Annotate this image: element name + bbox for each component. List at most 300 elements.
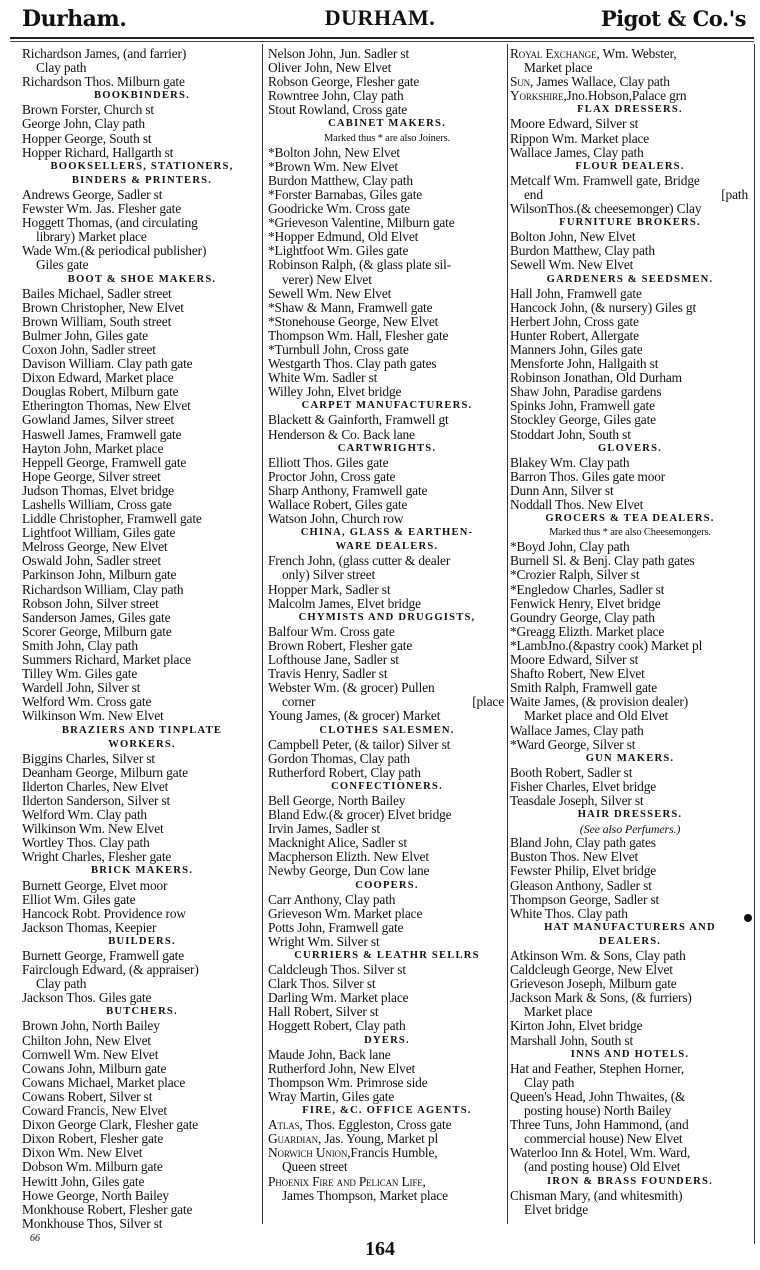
entry-text: Blakey Wm. Clay path — [510, 455, 630, 470]
directory-entry — [510, 568, 750, 582]
entry-text: Sewell Wm. New Elvet — [510, 258, 634, 273]
entry-text: *Hopper Edmund, Old Elvet — [268, 230, 419, 245]
entry-text: *Shaw & Mann, Framwell gate — [268, 300, 433, 315]
entry-text: FLOUR DEALERS. — [575, 160, 685, 172]
directory-entry — [22, 597, 262, 611]
section-heading — [510, 160, 750, 174]
entry-text: Market place — [524, 61, 593, 76]
entry-text: George John, Clay path — [22, 117, 145, 132]
directory-entry — [510, 413, 750, 427]
entry-text: Metcalf Wm. Framwell gate, Bridge — [510, 173, 700, 188]
directory-entry — [510, 315, 750, 329]
entry-text: Fairclough Edward, (& appraiser) — [22, 963, 199, 978]
directory-entry — [510, 244, 750, 258]
entry-text: Fewster Wm. Jas. Flesher gate — [22, 202, 182, 217]
directory-entry — [22, 1118, 262, 1132]
entry-text: Queen's Head, John Thwaites, (& — [510, 1089, 686, 1104]
entry-text: BINDERS & PRINTERS. — [71, 174, 213, 186]
header-rule-thin — [10, 41, 754, 42]
directory-entry — [510, 611, 750, 625]
directory-entry — [22, 1175, 262, 1189]
directory-entry — [268, 61, 506, 75]
section-heading — [22, 160, 262, 174]
entry-text: Summers Richard, Market place — [22, 653, 191, 668]
directory-entry — [510, 1146, 750, 1160]
entry-text: Deanham George, Milburn gate — [22, 765, 188, 780]
entry-text: Caldcleugh Thos. Silver st — [268, 963, 406, 978]
directory-entry — [22, 442, 262, 456]
directory-entry — [510, 836, 750, 850]
directory-entry — [268, 103, 506, 117]
entry-text: Hopper Mark, Sadler st — [268, 582, 391, 597]
directory-entry — [268, 653, 506, 667]
section-heading — [268, 117, 506, 131]
directory-entry — [268, 315, 506, 329]
section-heading — [510, 103, 750, 117]
directory-entry — [268, 554, 506, 568]
entry-text: James Thompson, Market place — [282, 1188, 448, 1203]
directory-entry — [268, 1146, 506, 1160]
entry-text: Dunn Ann, Silver st — [510, 483, 614, 498]
directory-entry — [510, 75, 750, 89]
entry-text: Wardell John, Silver st — [22, 681, 141, 696]
directory-entry — [22, 484, 262, 498]
entry-text: Giles gate — [36, 258, 89, 273]
entry-text: Sanderson James, Giles gate — [22, 610, 171, 625]
directory-entry — [268, 329, 506, 343]
directory-entry — [510, 117, 750, 131]
directory-entry — [268, 1005, 506, 1019]
entry-text: Liddle Christopher, Framwell gate — [22, 512, 202, 527]
entry-text: Gordon Thomas, Clay path — [268, 751, 410, 766]
column-divider — [507, 44, 508, 1224]
entry-text: Monkhouse Thos, Silver st — [22, 1216, 163, 1231]
directory-entry — [268, 428, 506, 442]
directory-entry — [510, 456, 750, 470]
entry-text: Melross George, New Elvet — [22, 540, 168, 555]
entry-text: INNS AND HOTELS. — [570, 1048, 690, 1060]
section-heading — [22, 273, 262, 287]
entry-text: Sharp Anthony, Framwell gate — [268, 483, 428, 498]
entry-text: Travis Henry, Sadler st — [268, 667, 388, 682]
entry-text: *Bolton John, New Elvet — [268, 145, 400, 160]
entry-company-name: Phoenix Fire and Pelican Life — [268, 1174, 423, 1189]
directory-entry — [510, 554, 750, 568]
entry-text: Dixon George Clark, Flesher gate — [22, 1118, 199, 1133]
directory-entry — [22, 385, 262, 399]
entry-text: Blackett & Gainforth, Framwell gt — [268, 413, 449, 428]
entry-text: Burnell Sl. & Benj. Clay path gates — [510, 554, 695, 569]
entry-text: GLOVERS. — [597, 442, 663, 454]
directory-entry — [22, 639, 262, 653]
section-heading — [510, 935, 750, 949]
directory-entry — [22, 75, 262, 89]
directory-entry — [22, 794, 262, 808]
entry-text: Dixon Edward, Market place — [22, 371, 174, 386]
section-heading — [268, 1104, 506, 1118]
entry-text: Caldcleugh George, New Elvet — [510, 963, 673, 978]
directory-entry — [22, 752, 262, 766]
entry-text: Elliott Thos. Giles gate — [268, 455, 389, 470]
entry-text: Hope George, Silver street — [22, 469, 161, 484]
section-heading — [510, 1175, 750, 1189]
section-heading — [268, 724, 506, 738]
directory-entry — [22, 766, 262, 780]
entry-text: Etherington Thomas, New Elvet — [22, 399, 191, 414]
directory-entry — [268, 498, 506, 512]
entry-text: Lofthouse Jane, Sadler st — [268, 653, 399, 668]
entry-text: *Forster Barnabas, Giles gate — [268, 187, 423, 202]
directory-entry — [268, 836, 506, 850]
entry-text: Jackson Thomas, Keepier — [22, 920, 157, 935]
section-heading — [268, 442, 506, 456]
directory-entry — [268, 639, 506, 653]
entry-text: Elvet bridge — [524, 1202, 589, 1217]
directory-entry — [510, 991, 750, 1005]
entry-continuation — [22, 61, 262, 75]
entry-text: Barron Thos. Giles gate moor — [510, 469, 666, 484]
directory-entry — [268, 850, 506, 864]
directory-entry — [22, 681, 262, 695]
directory-entry — [268, 907, 506, 921]
entry-continuation — [268, 568, 506, 582]
directory-entry — [268, 921, 506, 935]
directory-entry — [268, 484, 506, 498]
directory-entry — [510, 893, 750, 907]
directory-entry — [510, 1090, 750, 1104]
directory-entry — [22, 808, 262, 822]
section-heading — [22, 864, 262, 878]
directory-entry — [268, 935, 506, 949]
entry-text: DEALERS. — [598, 935, 662, 947]
entry-text: commercial house) New Elvet — [524, 1132, 683, 1147]
entry-continuation — [22, 230, 262, 244]
section-heading — [268, 611, 506, 625]
entry-text: Coxon John, Sadler street — [22, 342, 156, 357]
entry-text: Hewitt John, Giles gate — [22, 1174, 145, 1189]
directory-entry — [510, 724, 750, 738]
entry-text: FIRE, &C. OFFICE AGENTS. — [302, 1105, 472, 1117]
entry-text: WARE DEALERS. — [335, 541, 439, 553]
section-note — [510, 822, 750, 836]
entry-text: Darling Wm. Market place — [268, 991, 409, 1006]
section-heading — [268, 540, 506, 554]
entry-text: Burnett George, Framwell gate — [22, 949, 184, 963]
directory-entry — [510, 230, 750, 244]
entry-text: White Wm. Sadler st — [268, 371, 378, 386]
directory-entry — [510, 766, 750, 780]
entry-text: Atkinson Wm. & Sons, Clay path — [510, 949, 686, 963]
directory-entry — [22, 301, 262, 315]
entry-text: Newby George, Dun Cow lane — [268, 864, 430, 879]
entry-text: Irvin James, Sadler st — [268, 822, 380, 837]
entry-text: corner — [282, 695, 316, 710]
entry-text: Grieveson Wm. Market place — [268, 906, 423, 921]
entry-text: Douglas Robert, Milburn gate — [22, 385, 179, 400]
directory-entry — [22, 470, 262, 484]
entry-text: Jackson Thos. Giles gate — [22, 991, 152, 1006]
entry-text: *Lightfoot Wm. Giles gate — [268, 244, 409, 259]
entry-text: Teasdale Joseph, Silver st — [510, 793, 644, 808]
directory-entry — [268, 1048, 506, 1062]
directory-entry — [22, 117, 262, 131]
section-heading — [510, 442, 750, 456]
entry-text: Elliot Wm. Giles gate — [22, 892, 136, 907]
entry-text: Cornwell Wm. New Elvet — [22, 1047, 159, 1062]
entry-text: Fewster Philip, Elvet bridge — [510, 864, 657, 879]
directory-entry — [268, 385, 506, 399]
entry-text: Waite James, (& provision dealer) — [510, 695, 689, 710]
directory-entry — [22, 568, 262, 582]
entry-text: Hunter Robert, Allergate — [510, 328, 639, 343]
directory-entry — [510, 47, 750, 61]
entry-text: Queen street — [282, 1160, 348, 1175]
directory-entry — [510, 977, 750, 991]
directory-entry — [22, 879, 262, 893]
entry-text: Hoggett Robert, Clay path — [268, 1019, 406, 1034]
directory-entry — [268, 667, 506, 681]
entry-text: Rippon Wm. Market place — [510, 131, 650, 146]
entry-text: Spinks John, Framwell gate — [510, 399, 655, 414]
directory-entry — [510, 132, 750, 146]
directory-entry — [268, 738, 506, 752]
entry-text: Haswell James, Framwell gate — [22, 427, 182, 442]
directory-entry — [510, 1019, 750, 1033]
entry-text: Carr Anthony, Clay path — [268, 892, 396, 907]
section-heading — [510, 1048, 750, 1062]
entry-text: Scorer George, Milburn gate — [22, 624, 172, 639]
entry-text: Cowans Robert, Silver st — [22, 1089, 153, 1104]
entry-continuation — [510, 1132, 750, 1146]
entry-text: CHINA, GLASS & EARTHEN- — [300, 527, 474, 539]
directory-entry — [22, 315, 262, 329]
directory-entry — [22, 1203, 262, 1217]
entry-text: ,Francis Humble, — [347, 1146, 438, 1161]
directory-entry — [510, 583, 750, 597]
directory-entry — [22, 146, 262, 160]
entry-text: CARPET MANUFACTURERS. — [301, 400, 473, 412]
entry-text: Hoggett Thomas, (and circulating — [22, 216, 198, 231]
entry-company-name: Guardian — [268, 1132, 318, 1147]
directory-entry — [268, 1076, 506, 1090]
entry-text: Bell George, North Bailey — [268, 793, 406, 808]
entry-continuation — [22, 977, 262, 991]
directory-column-2 — [268, 47, 506, 1203]
directory-entry — [268, 583, 506, 597]
directory-entry — [22, 554, 262, 568]
entry-text: BOOKBINDERS. — [94, 90, 190, 102]
entry-continuation — [510, 188, 750, 202]
entry-text: Chisman Mary, (and whitesmith) — [510, 1188, 683, 1203]
directory-entry — [22, 709, 262, 723]
directory-entry — [22, 583, 262, 597]
directory-entry — [510, 1062, 750, 1076]
section-heading — [22, 174, 262, 188]
entry-continuation — [510, 61, 750, 75]
directory-entry — [268, 625, 506, 639]
directory-entry — [22, 413, 262, 427]
entry-text: Market place — [524, 1005, 593, 1020]
section-heading — [510, 752, 750, 766]
entry-text: Nelson John, Jun. Sadler st — [268, 47, 410, 61]
entry-text: *Stonehouse George, New Elvet — [268, 314, 439, 329]
directory-entry — [268, 991, 506, 1005]
entry-text: Stout Rowland, Cross gate — [268, 103, 408, 118]
directory-entry — [510, 949, 750, 963]
directory-entry — [22, 47, 262, 61]
entry-text: Howe George, North Bailey — [22, 1188, 169, 1203]
directory-entry — [510, 357, 750, 371]
entry-text: Hat and Feather, Stephen Horner, — [510, 1061, 685, 1076]
entry-text: Balfour Wm. Cross gate — [268, 624, 395, 639]
entry-text: *Engledow Charles, Sadler st — [510, 582, 665, 597]
entry-text: Malcolm James, Elvet bridge — [268, 596, 421, 611]
directory-entry — [268, 766, 506, 780]
directory-entry — [22, 343, 262, 357]
entry-text: Robinson Jonathan, Old Durham — [510, 371, 682, 386]
entry-text: Richardson James, (and farrier) — [22, 47, 187, 61]
directory-entry — [510, 399, 750, 413]
entry-text: Wright Charles, Flesher gate — [22, 850, 172, 865]
entry-text: Bland John, Clay path gates — [510, 836, 656, 851]
entry-text: BRAZIERS AND TINPLATE — [61, 724, 223, 736]
entry-text: Welford Wm. Clay path — [22, 808, 147, 823]
entry-text: Brown William, South street — [22, 314, 172, 329]
directory-entry — [510, 258, 750, 272]
entry-text: *Brown Wm. New Elvet — [268, 159, 398, 174]
column-divider — [262, 44, 263, 1224]
directory-entry — [510, 1118, 750, 1132]
entry-text: Wallace Robert, Giles gate — [268, 498, 408, 512]
section-heading — [268, 879, 506, 893]
entry-text: Marked thus * are also Joiners. — [324, 132, 450, 144]
directory-entry — [22, 907, 262, 921]
directory-entry — [268, 216, 506, 230]
directory-entry — [268, 512, 506, 526]
directory-entry — [268, 230, 506, 244]
entry-text: Cowans Michael, Market place — [22, 1075, 186, 1090]
directory-entry — [22, 836, 262, 850]
entry-text: WORKERS. — [108, 738, 176, 750]
entry-text: Mensforte John, Hallgaith st — [510, 357, 659, 372]
entry-text: Manners John, Giles gate — [510, 342, 643, 357]
entry-text: Clark Thos. Silver st — [268, 977, 376, 992]
directory-entry — [510, 498, 750, 512]
directory-entry — [268, 893, 506, 907]
entry-text: Thompson Wm. Hall, Flesher gate — [268, 328, 449, 343]
entry-text: Willey John, Elvet bridge — [268, 385, 402, 400]
entry-text: Davison William. Clay path gate — [22, 357, 193, 372]
entry-text: Campbell Peter, (& tailor) Silver st — [268, 737, 451, 752]
directory-entry — [268, 1132, 506, 1146]
section-heading — [510, 808, 750, 822]
directory-entry — [510, 343, 750, 357]
entry-continuation — [510, 1076, 750, 1090]
entry-text: Smith Ralph, Framwell gate — [510, 681, 658, 696]
entry-text: *Boyd John, Clay path — [510, 540, 630, 555]
directory-entry — [510, 484, 750, 498]
entry-text: Brown Forster, Church st — [22, 103, 154, 118]
entry-text: Brown John, North Bailey — [22, 1019, 160, 1034]
entry-text: Kirton John, Elvet bridge — [510, 1019, 643, 1034]
directory-entry — [268, 1062, 506, 1076]
entry-continuation — [510, 1104, 750, 1118]
entry-text: Rutherford John, New Elvet — [268, 1061, 416, 1076]
section-heading — [22, 89, 262, 103]
entry-text: Goodricke Wm. Cross gate — [268, 202, 410, 217]
entry-text: Clay path — [36, 977, 87, 992]
entry-text: Rowntree John, Clay path — [268, 89, 404, 104]
running-head-publisher: Pigot & Co.'s — [600, 6, 746, 31]
directory-entry — [22, 625, 262, 639]
directory-entry — [510, 540, 750, 554]
entry-continuation — [22, 258, 262, 272]
directory-entry — [510, 653, 750, 667]
directory-entry — [268, 1175, 506, 1189]
entry-text: Andrews George, Sadler st — [22, 187, 163, 202]
entry-text: GROCERS & TEA DEALERS. — [545, 513, 715, 525]
entry-continuation — [268, 1160, 506, 1174]
entry-text: COOPERS. — [355, 879, 419, 891]
directory-entry — [22, 921, 262, 935]
entry-text: IRON & BRASS FOUNDERS. — [547, 1175, 713, 1187]
directory-entry — [22, 512, 262, 526]
entry-text: Richardson Thos. Milburn gate — [22, 75, 185, 90]
entry-text: Oliver John, New Elvet — [268, 61, 392, 76]
directory-entry — [268, 301, 506, 315]
entry-text: Hancock John, (& nursery) Giles gt — [510, 300, 697, 315]
entry-text: WilsonThos.(& cheesemonger) Clay — [510, 202, 702, 217]
directory-entry — [268, 287, 506, 301]
entry-text: end — [524, 187, 543, 202]
entry-text: *Turnbull John, Cross gate — [268, 342, 409, 357]
entry-continuation — [268, 273, 506, 287]
entry-text: Thompson George, Sadler st — [510, 892, 660, 907]
entry-text: Wray Martin, Giles gate — [268, 1089, 395, 1104]
directory-entry — [22, 244, 262, 258]
entry-text: Wright Wm. Silver st — [268, 934, 380, 949]
entry-overflow-text: [path — [721, 187, 748, 202]
entry-text: Burdon Matthew, Clay path — [510, 244, 655, 259]
entry-text: CABINET MAKERS. — [328, 118, 446, 130]
entry-text: BUTCHERS. — [106, 1006, 178, 1018]
directory-entry — [22, 329, 262, 343]
directory-entry — [22, 695, 262, 709]
entry-text: Smith John, Clay path — [22, 638, 138, 653]
entry-text: Moore Edward, Silver st — [510, 117, 639, 132]
directory-entry — [22, 188, 262, 202]
directory-entry — [22, 963, 262, 977]
directory-entry — [510, 301, 750, 315]
directory-entry — [510, 864, 750, 878]
entry-text: Hayton John, Market place — [22, 441, 164, 456]
entry-text: Gleason Anthony, Sadler st — [510, 878, 652, 893]
directory-entry — [510, 385, 750, 399]
directory-entry — [22, 780, 262, 794]
entry-text: Robson John, Silver street — [22, 596, 159, 611]
directory-entry — [268, 258, 506, 272]
directory-entry — [510, 89, 750, 103]
directory-entry — [510, 667, 750, 681]
directory-entry — [510, 146, 750, 160]
directory-entry — [22, 1104, 262, 1118]
entry-text: Dixon Robert, Flesher gate — [22, 1132, 164, 1147]
entry-text: Macknight Alice, Sadler st — [268, 836, 407, 851]
entry-text: Wade Wm.(& periodical publisher) — [22, 244, 207, 259]
section-heading — [510, 273, 750, 287]
entry-text: Burnett George, Elvet moor — [22, 878, 168, 893]
entry-text: ,Jno.Hobson,Palace grn — [563, 89, 687, 104]
